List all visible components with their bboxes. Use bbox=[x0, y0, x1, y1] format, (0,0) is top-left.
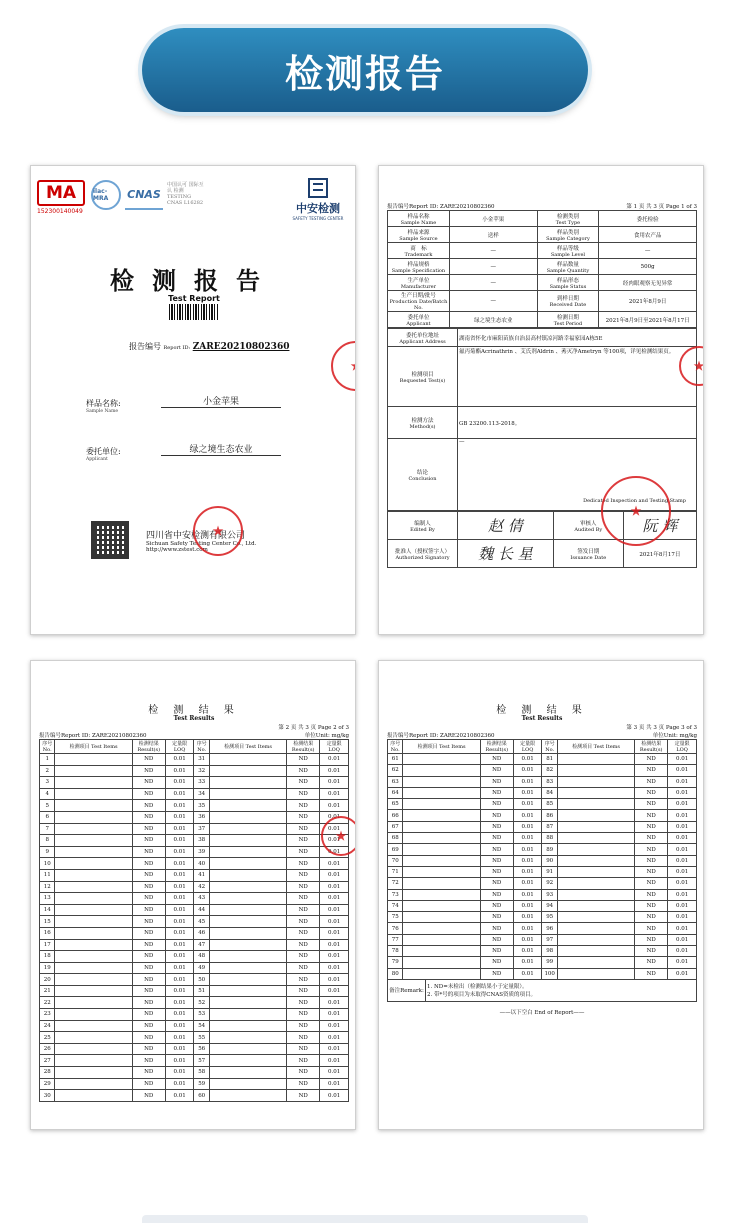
table-row: 28 ND 0.01 58 ND 0.01 bbox=[40, 1067, 349, 1079]
table-row: 21 ND 0.01 51 ND 0.01 bbox=[40, 985, 349, 997]
ilac-mra-logo: ilac-MRA bbox=[91, 180, 121, 210]
table-row: 25 ND 0.01 55 ND 0.01 bbox=[40, 1032, 349, 1044]
table-row: 73 ND 0.01 93 ND 0.01 bbox=[388, 889, 697, 900]
sample-name-value: 小金苹果 bbox=[161, 394, 281, 408]
table-row: 17 ND 0.01 47 ND 0.01 bbox=[40, 939, 349, 951]
table-row: 70 ND 0.01 90 ND 0.01 bbox=[388, 855, 697, 866]
table-row: 1 ND 0.01 31 ND 0.01 bbox=[40, 754, 349, 766]
table-row: 80 ND 0.01 100 ND 0.01 bbox=[388, 968, 697, 979]
end-of-report: ——以下空白 End of Report—— bbox=[499, 1009, 585, 1016]
bottom-decoration bbox=[142, 1215, 588, 1223]
summary-row: 生产单位 Manufacturer — 样品形态 Sample Status 经肉眼观察无见异常 bbox=[388, 275, 697, 291]
table-row: 15 ND 0.01 45 ND 0.01 bbox=[40, 916, 349, 928]
company-seal-icon bbox=[193, 506, 243, 556]
summary-row: 样品规格 Sample Specification — 样品数量 Sample Quantity 500g bbox=[388, 259, 697, 275]
summary-row: 生产日期/批号 Production Date/Batch No. — 到样日期 Received Date 2021年8月9日 bbox=[388, 291, 697, 312]
table-row: 76 ND 0.01 96 ND 0.01 bbox=[388, 923, 697, 934]
table-row: 7 ND 0.01 37 ND 0.01 bbox=[40, 823, 349, 835]
table-row: 11 ND 0.01 41 ND 0.01 bbox=[40, 869, 349, 881]
table-row: 61 ND 0.01 81 ND 0.01 bbox=[388, 754, 697, 765]
table-row: 20 ND 0.01 50 ND 0.01 bbox=[40, 974, 349, 986]
table-row: 23 ND 0.01 53 ND 0.01 bbox=[40, 1009, 349, 1021]
report-summary-page bbox=[378, 165, 704, 635]
results-header-row: 序号 No. 检测项目 Test Items 检测结果 Result(s) 定量限 LOQ 序号 No. 检测项目 Test Items 检测结果 Result(s) 定量限 LOQ bbox=[388, 740, 697, 754]
results-page-2 bbox=[30, 660, 356, 1130]
table-row: 18 ND 0.01 48 ND 0.01 bbox=[40, 951, 349, 963]
results-header-row: 序号 No. 检测项目 Test Items 检测结果 Result(s) 定量限 LOQ 序号 No. 检测项目 Test Items 检测结果 Result(s) 定量限 LOQ bbox=[40, 740, 349, 754]
table-row: 19 ND 0.01 49 ND 0.01 bbox=[40, 962, 349, 974]
cma-logo: MA 152300140049 bbox=[37, 180, 85, 215]
table-row: 69 ND 0.01 89 ND 0.01 bbox=[388, 844, 697, 855]
table-row: 74 ND 0.01 94 ND 0.01 bbox=[388, 900, 697, 911]
table-row: 2 ND 0.01 32 ND 0.01 bbox=[40, 765, 349, 777]
results-header: 报告编号Report ID: ZARE20210802360 单位Unit: mg/kg bbox=[387, 733, 697, 739]
half-seal-icon bbox=[321, 816, 356, 856]
sample-name-label: 样品名称: Sample Name bbox=[86, 399, 121, 414]
table-row: 14 ND 0.01 44 ND 0.01 bbox=[40, 904, 349, 916]
results-title: 检 测 结 果 bbox=[496, 705, 588, 716]
table-row: 77 ND 0.01 97 ND 0.01 bbox=[388, 934, 697, 945]
table-row: 30 ND 0.01 60 ND 0.01 bbox=[40, 1090, 349, 1102]
page-header: 报告编号Report ID: ZARE20210802360 第 1 页 共 3 页 Page 1 of 3 bbox=[387, 204, 697, 210]
table-row: 65 ND 0.01 85 ND 0.01 bbox=[388, 799, 697, 810]
table-row: 9 ND 0.01 39 ND 0.01 bbox=[40, 846, 349, 858]
table-row: 66 ND 0.01 86 ND 0.01 bbox=[388, 810, 697, 821]
table-row: 4 ND 0.01 34 ND 0.01 bbox=[40, 788, 349, 800]
table-row: 63 ND 0.01 83 ND 0.01 bbox=[388, 776, 697, 787]
summary-row: 商 标 Trademark — 样品等级 Sample Level — bbox=[388, 243, 697, 259]
table-row: 68 ND 0.01 88 ND 0.01 bbox=[388, 833, 697, 844]
report-title-en: Test Report bbox=[168, 294, 220, 303]
report-title: 检测报告 bbox=[110, 266, 278, 295]
report-cover-page bbox=[30, 165, 356, 635]
report-number: 报告编号 Report ID: ZARE20210802360 bbox=[129, 342, 290, 352]
results-page-3 bbox=[378, 660, 704, 1130]
table-row: 26 ND 0.01 56 ND 0.01 bbox=[40, 1043, 349, 1055]
page-banner bbox=[142, 28, 588, 112]
table-row: 16 ND 0.01 46 ND 0.01 bbox=[40, 927, 349, 939]
summary-row: 委托单位 Applicant 绿之境生态农业 检测日期 Test Period 2021年8月9日至2021年8月17日 bbox=[388, 312, 697, 328]
table-row: 27 ND 0.01 57 ND 0.01 bbox=[40, 1055, 349, 1067]
company-logo-icon bbox=[308, 178, 328, 198]
table-row: 5 ND 0.01 35 ND 0.01 bbox=[40, 800, 349, 812]
results-header: 报告编号Report ID: ZARE20210802360 单位Unit: mg/kg bbox=[39, 733, 349, 739]
table-row: 79 ND 0.01 99 ND 0.01 bbox=[388, 957, 697, 968]
inspection-seal-icon bbox=[601, 476, 671, 546]
half-seal-icon bbox=[331, 341, 356, 391]
company-info: 四川省中安检测有限公司 Sichuan Safety Testing Center Co., Ltd. http://www.zstest.com bbox=[146, 531, 257, 553]
company-logo: 中安检测 SAFETY TESTING CENTER bbox=[283, 178, 353, 221]
table-row: 78 ND 0.01 98 ND 0.01 bbox=[388, 946, 697, 957]
table-row: 6 ND 0.01 36 ND 0.01 bbox=[40, 811, 349, 823]
table-row: 8 ND 0.01 38 ND 0.01 bbox=[40, 835, 349, 847]
table-row: 22 ND 0.01 52 ND 0.01 bbox=[40, 997, 349, 1009]
table-row: 29 ND 0.01 59 ND 0.01 bbox=[40, 1078, 349, 1090]
table-row: 3 ND 0.01 33 ND 0.01 bbox=[40, 777, 349, 789]
cnas-note: 中国认可 国际互认 检测 TESTING CNAS L16282 bbox=[167, 182, 204, 206]
table-row: 64 ND 0.01 84 ND 0.01 bbox=[388, 787, 697, 798]
table-row: 24 ND 0.01 54 ND 0.01 bbox=[40, 1020, 349, 1032]
summary-row: 样品名称 Sample Name 小金苹果 检测类别 Test Type 委托检验 bbox=[388, 211, 697, 227]
results-title-en: Test Results bbox=[521, 715, 563, 722]
qr-code bbox=[91, 521, 129, 559]
table-row: 75 ND 0.01 95 ND 0.01 bbox=[388, 912, 697, 923]
table-row: 12 ND 0.01 42 ND 0.01 bbox=[40, 881, 349, 893]
table-row: 13 ND 0.01 43 ND 0.01 bbox=[40, 893, 349, 905]
results-table: 序号 No. 检测项目 Test Items 检测结果 Result(s) 定量限 LOQ 序号 No. 检测项目 Test Items 检测结果 Result(s) 定量限 LOQ 61 ND 0.01 81 ND 0.01 62 ND 0.01 82 ND 0.01 63 ND 0.01 83 ND 0.01 64 ND 0.01 84 ND 0.01 65 ND 0.01 85 ND 0.01 66 ND 0.01 86 ND 0.01 67 ND 0.01 87 ND 0.01 68 ND 0.01 88 ND 0.01 69 ND 0.01 89 ND 0.01 70 ND 0.01 90 ND 0.01 71 ND 0.01 91 ND 0.01 72 ND 0.01 92 ND 0.01 73 ND 0.01 93 ND 0.01 74 ND 0.01 94 ND 0.01 75 ND 0.01 95 ND 0.01 76 ND 0.01 96 ND 0.01 77 ND 0.01 97 ND 0.01 78 ND 0.01 98 ND 0.01 79 ND 0.01 99 ND 0.01 80 ND 0.01 100 ND 0.01 备注Remark: 1. ND=未检出（检测结果小于定量限）。 2. 带*号的项目为未取得CNAS资质的项目。 ——以下空白 End of Report—— bbox=[387, 739, 697, 1016]
table-row: 71 ND 0.01 91 ND 0.01 bbox=[388, 866, 697, 877]
table-row: 72 ND 0.01 92 ND 0.01 bbox=[388, 878, 697, 889]
barcode bbox=[169, 304, 219, 320]
applicant-value: 绿之境生态农业 bbox=[161, 442, 281, 456]
summary-row: 样品来源 Sample Source 送样 样品类别 Sample Category 食用农产品 bbox=[388, 227, 697, 243]
summary-table: 样品名称 Sample Name 小金苹果 检测类别 Test Type 委托检验 样品来源 Sample Source 送样 样品类别 Sample Category 食用农产品 商 标 Trademark — 样品等级 Sample Level — 样品规格 Sample Specification — 样品数量 Sample Quantity 500g 生产单位 Manufacturer — 样品形态 Sample Status 经肉眼观察无见异常 生产日期/批号 Production Date/Batch No. — 到样日期 Received Date 2021年8月9日 委托单位 Applicant 绿之境生态农业 检测日期 Test Period 2021年8月9日至2021年8月17日 委托单位地址 Applicant Address 湖南省怀化市麻阳苗族自治县高村镇凉河路幸福家园A栋5E 检测项目 Requested Test(s) 氟丙菊酯Acrinathrin 、艾氏剂Aldrin 、莠灭净Ametryn 等100项，详见检测结果页。 检测方法 Method(s) GB 23200.113-2018。 结论 Conclusion — Dedicated Inspection and Testing Stamp 编制人 Edited By 赵 倩 审核人 Audited By 阮 辉 批准人（授权签字人） Authorized Signatory 魏 长 星 签发日期 Issuance Date 2021年8月17日 bbox=[387, 210, 697, 568]
results-table bbox=[39, 739, 349, 1102]
cnas-logo: CNAS bbox=[125, 180, 163, 210]
page-info: 第 3 页 共 3 页 Page 3 of 3 bbox=[626, 725, 697, 731]
table-row: 67 ND 0.01 87 ND 0.01 bbox=[388, 821, 697, 832]
applicant-label: 委托单位: Applicant bbox=[86, 447, 121, 462]
table-row: 62 ND 0.01 82 ND 0.01 bbox=[388, 765, 697, 776]
results-title: 检 测 结 果 bbox=[148, 705, 240, 716]
page-info: 第 2 页 共 3 页 Page 2 of 3 bbox=[278, 725, 349, 731]
results-title-en: Test Results bbox=[173, 715, 215, 722]
table-row: 10 ND 0.01 40 ND 0.01 bbox=[40, 858, 349, 870]
banner-title: 检测报告 bbox=[284, 51, 445, 96]
